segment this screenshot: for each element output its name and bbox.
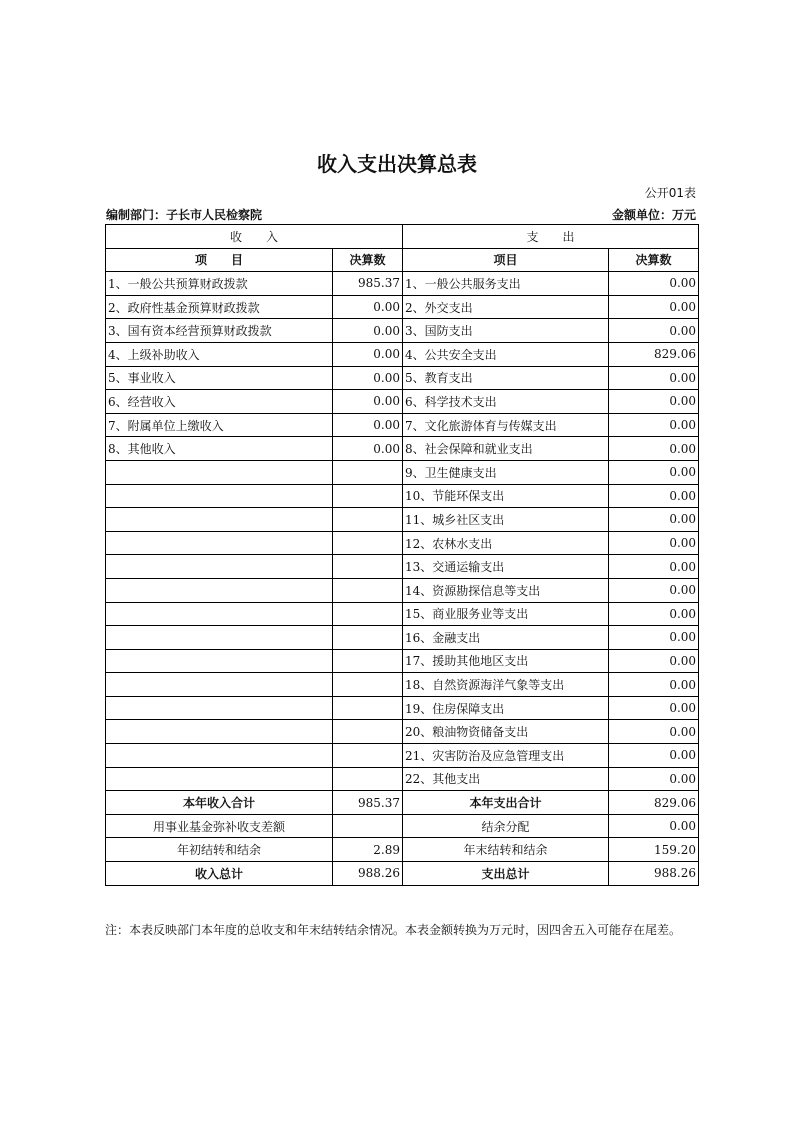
summary-row: [106, 814, 699, 838]
table-row: [106, 555, 699, 579]
expense-amount: 0.00: [609, 437, 699, 461]
expense-amount: 0.00: [609, 460, 699, 484]
income-amount: 0.00: [333, 390, 403, 414]
income-amount-header: 决算数: [333, 248, 403, 272]
income-amount: 0.00: [333, 342, 403, 366]
expense-amount: 0.00: [609, 673, 699, 697]
table-row: [106, 437, 699, 461]
expense-item: 1、一般公共服务支出: [403, 272, 609, 296]
income-amount: [333, 460, 403, 484]
table-row: [106, 767, 699, 791]
income-amount: [333, 555, 403, 579]
expense-amount: 0.00: [609, 272, 699, 296]
income-item: [106, 767, 333, 791]
expense-item-header: 项目: [403, 248, 609, 272]
unit-label: 金额单位：万元: [611, 208, 696, 222]
income-amount: 985.37: [333, 272, 403, 296]
income-item: 8、其他收入: [106, 437, 333, 461]
table-row: [106, 673, 699, 697]
expense-amount: 0.00: [609, 295, 699, 319]
expense-item: 22、其他支出: [403, 767, 609, 791]
column-header-row: [106, 248, 699, 272]
expense-item: 11、城乡社区支出: [403, 508, 609, 532]
table-row: [106, 578, 699, 602]
expense-item: 10、节能环保支出: [403, 484, 609, 508]
summary-row: [106, 862, 699, 886]
income-amount: 0.00: [333, 319, 403, 343]
income-amount: 0.00: [333, 413, 403, 437]
expense-item: 14、资源勘探信息等支出: [403, 578, 609, 602]
summary-income-label: 年初结转和结余: [106, 838, 333, 862]
income-item: 3、国有资本经营预算财政拨款: [106, 319, 333, 343]
expense-item: 13、交通运输支出: [403, 555, 609, 579]
summary-row: [106, 791, 699, 815]
summary-expense-amount: 0.00: [609, 814, 699, 838]
summary-income-amount: 988.26: [333, 862, 403, 886]
table-row: [106, 342, 699, 366]
expense-item: 20、粮油物资储备支出: [403, 720, 609, 744]
income-amount: [333, 578, 403, 602]
summary-income-amount: [333, 814, 403, 838]
summary-expense-amount: 988.26: [609, 862, 699, 886]
income-amount: [333, 720, 403, 744]
table-row: [106, 413, 699, 437]
income-amount: 0.00: [333, 437, 403, 461]
expense-item: 21、灾害防治及应急管理支出: [403, 744, 609, 768]
income-item: [106, 673, 333, 697]
income-item: [106, 555, 333, 579]
income-amount: [333, 744, 403, 768]
table-row: [106, 744, 699, 768]
expense-amount: 0.00: [609, 319, 699, 343]
income-amount: 0.00: [333, 295, 403, 319]
income-item: [106, 626, 333, 650]
expense-item: 5、教育支出: [403, 366, 609, 390]
income-item: 7、附属单位上缴收入: [106, 413, 333, 437]
summary-income-amount: 985.37: [333, 791, 403, 815]
income-item: [106, 578, 333, 602]
summary-expense-amount: 829.06: [609, 791, 699, 815]
expense-item: 19、住房保障支出: [403, 696, 609, 720]
income-amount: 0.00: [333, 366, 403, 390]
income-item: [106, 460, 333, 484]
income-header: 收 入: [106, 225, 403, 249]
table-row: [106, 720, 699, 744]
expense-item: 3、国防支出: [403, 319, 609, 343]
income-amount: [333, 649, 403, 673]
summary-expense-label: 本年支出合计: [403, 791, 609, 815]
expense-amount: 0.00: [609, 366, 699, 390]
income-item: [106, 508, 333, 532]
income-item: [106, 649, 333, 673]
expense-amount: 0.00: [609, 626, 699, 650]
income-amount: [333, 696, 403, 720]
table-row: [106, 696, 699, 720]
income-amount: [333, 484, 403, 508]
income-item: 1、一般公共预算财政拨款: [106, 272, 333, 296]
summary-row: [106, 838, 699, 862]
summary-income-label: 本年收入合计: [106, 791, 333, 815]
expense-item: 7、文化旅游体育与传媒支出: [403, 413, 609, 437]
income-amount: [333, 673, 403, 697]
expense-amount: 0.00: [609, 696, 699, 720]
expense-amount: 0.00: [609, 602, 699, 626]
summary-expense-label: 支出总计: [403, 862, 609, 886]
income-amount: [333, 626, 403, 650]
expense-item: 2、外交支出: [403, 295, 609, 319]
table-row: [106, 626, 699, 650]
expense-item: 17、援助其他地区支出: [403, 649, 609, 673]
form-number: 公开01表: [644, 186, 696, 200]
expense-amount: 0.00: [609, 531, 699, 555]
department-label: 编制部门：子长市人民检察院: [106, 208, 263, 222]
summary-expense-amount: 159.20: [609, 838, 699, 862]
expense-amount: 0.00: [609, 508, 699, 532]
summary-income-amount: 2.89: [333, 838, 403, 862]
expense-item: 9、卫生健康支出: [403, 460, 609, 484]
expense-item: 16、金融支出: [403, 626, 609, 650]
expense-amount: 0.00: [609, 484, 699, 508]
expense-amount: 0.00: [609, 767, 699, 791]
expense-item: 6、科学技术支出: [403, 390, 609, 414]
expense-amount-header: 决算数: [609, 248, 699, 272]
table-row: [106, 295, 699, 319]
table-row: [106, 366, 699, 390]
income-item: [106, 484, 333, 508]
income-amount: [333, 508, 403, 532]
expense-item: 8、社会保障和就业支出: [403, 437, 609, 461]
income-amount: [333, 602, 403, 626]
expense-item: 12、农林水支出: [403, 531, 609, 555]
income-amount: [333, 767, 403, 791]
income-item: [106, 602, 333, 626]
table-row: [106, 649, 699, 673]
budget-table: [105, 224, 699, 886]
table-row: [106, 602, 699, 626]
income-item: [106, 696, 333, 720]
income-item: 6、经营收入: [106, 390, 333, 414]
section-header-row: [106, 225, 699, 249]
table-row: [106, 319, 699, 343]
income-item: 4、上级补助收入: [106, 342, 333, 366]
table-row: [106, 272, 699, 296]
expense-item: 4、公共安全支出: [403, 342, 609, 366]
table-row: [106, 484, 699, 508]
table-row: [106, 531, 699, 555]
expense-amount: 0.00: [609, 413, 699, 437]
expense-item: 18、自然资源海洋气象等支出: [403, 673, 609, 697]
income-item: 2、政府性基金预算财政拨款: [106, 295, 333, 319]
summary-income-label: 用事业基金弥补收支差额: [106, 814, 333, 838]
expense-amount: 0.00: [609, 555, 699, 579]
expense-amount: 0.00: [609, 744, 699, 768]
income-item: [106, 720, 333, 744]
expense-amount: 0.00: [609, 720, 699, 744]
summary-income-label: 收入总计: [106, 862, 333, 886]
income-item: [106, 531, 333, 555]
summary-expense-label: 结余分配: [403, 814, 609, 838]
income-item-header: 项 目: [106, 248, 333, 272]
expense-item: 15、商业服务业等支出: [403, 602, 609, 626]
table-row: [106, 460, 699, 484]
expense-amount: 0.00: [609, 578, 699, 602]
income-item: [106, 744, 333, 768]
table-row: [106, 508, 699, 532]
income-amount: [333, 531, 403, 555]
page-title: 收入支出决算总表: [317, 152, 477, 176]
expense-amount: 0.00: [609, 649, 699, 673]
income-item: 5、事业收入: [106, 366, 333, 390]
expense-header: 支 出: [403, 225, 699, 249]
expense-amount: 0.00: [609, 390, 699, 414]
footnote: 注：本表反映部门本年度的总收支和年末结转结余情况。本表金额转换为万元时，因四舍五入可能存在尾差。: [105, 923, 682, 937]
table-row: [106, 390, 699, 414]
summary-expense-label: 年末结转和结余: [403, 838, 609, 862]
expense-amount: 829.06: [609, 342, 699, 366]
